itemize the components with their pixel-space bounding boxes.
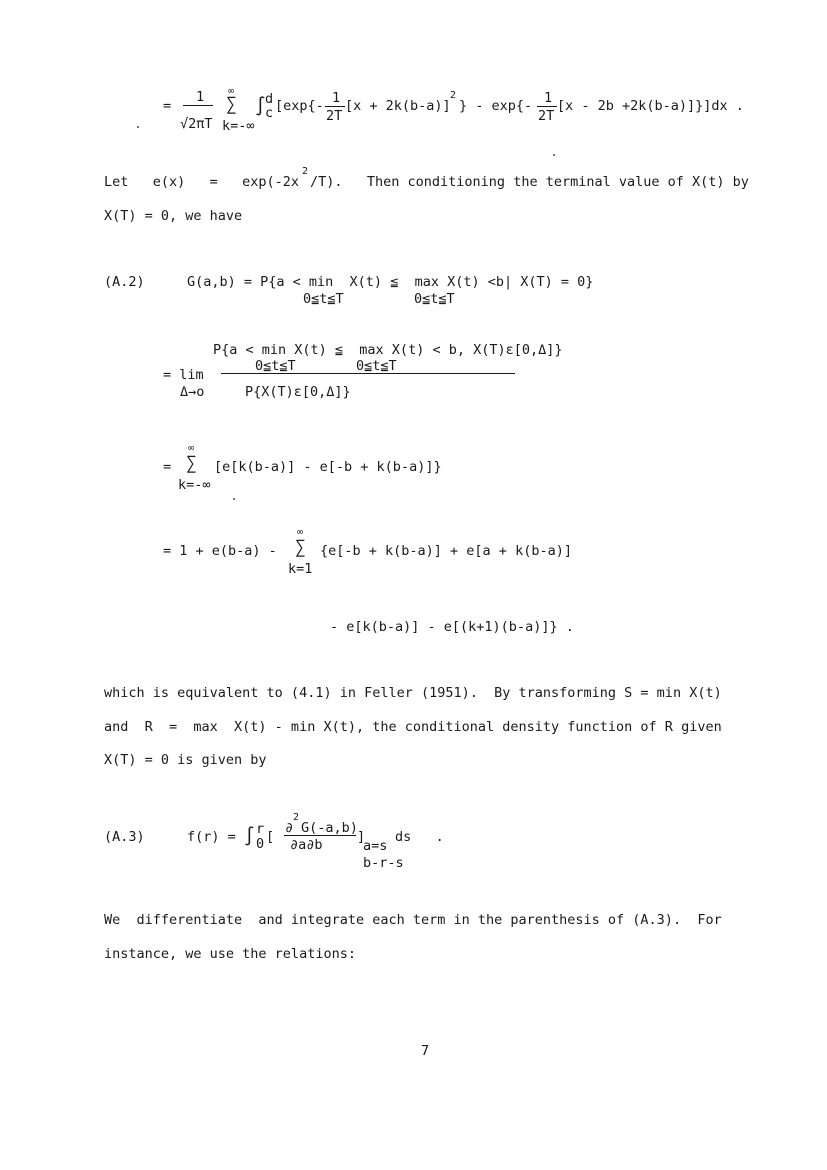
sum-body: [e[k(b-a)] - e[-b + k(b-a)]}: [214, 459, 442, 475]
numerator-function: G(-a,b): [301, 820, 358, 836]
let-text-b: /T). Then conditioning the terminal value of X(t) by: [310, 174, 749, 190]
max-subscript: 0≦t≦T: [414, 291, 455, 307]
evaluation-sub-2: b-r-s: [363, 855, 404, 871]
fraction-bar: [183, 105, 213, 106]
limit-subscript: Δ→o: [180, 384, 205, 400]
fraction-1-numerator: 1: [332, 90, 341, 106]
paragraph-line: which is equivalent to (4.1) in Feller (1951). By transforming S = min X(t): [104, 685, 722, 701]
sum-lead: = 1 + e(b-a) -: [163, 543, 277, 559]
equals-sign: =: [163, 459, 172, 475]
sum-symbol: ∑: [186, 453, 197, 474]
sum-lower-limit: k=-∞: [178, 477, 211, 493]
sum-upper-limit: ∞: [228, 86, 235, 97]
min-subscript: 0≦t≦T: [303, 291, 344, 307]
paragraph-line: X(T) = 0 is given by: [104, 752, 267, 768]
scan-speck: [137, 126, 139, 128]
equals-sign: =: [163, 98, 172, 114]
sum-body: {e[-b + k(b-a)] + e[a + k(b-a)]: [320, 543, 572, 559]
numerator-min-subscript: 0≦t≦T: [255, 358, 296, 374]
exponent-2: 2: [450, 90, 457, 101]
integral-lower-limit: 0: [256, 836, 265, 852]
limit-denominator: P{X(T)ε[0,Δ]}: [245, 384, 351, 400]
equation-part-4: [x - 2b +2k(b-a)]}]dx .: [557, 98, 744, 114]
sum-lower-limit: k=1: [288, 561, 313, 577]
fraction-2-numerator: 1: [544, 90, 553, 106]
differential: ds .: [395, 829, 444, 845]
let-exponent: 2: [302, 166, 309, 177]
scan-speck: [553, 154, 555, 156]
fraction-2-denominator: 2T: [538, 108, 555, 124]
integral-symbol: ∫: [255, 96, 266, 117]
fraction-numerator: 1: [196, 89, 205, 105]
sum-upper-limit: ∞: [188, 443, 195, 454]
equation-label: (A.3): [104, 829, 145, 845]
integral-lower-limit: c: [265, 105, 274, 121]
let-text-a: Let e(x) = exp(-2x: [104, 174, 300, 190]
page-number: 7: [421, 1043, 430, 1059]
sum-lower-limit: k=-∞: [222, 118, 255, 134]
equation-continuation: - e[k(b-a)] - e[(k+1)(b-a)]} .: [330, 619, 574, 635]
integral-symbol: ∫: [244, 826, 255, 847]
fraction-denominator: √2πT: [180, 116, 213, 132]
equation-lead: f(r) =: [187, 829, 236, 845]
equation-part-3: } - exp{-: [459, 98, 533, 114]
fraction-1-denominator: 2T: [326, 108, 343, 124]
integral-upper-limit: d: [265, 91, 274, 107]
equation-part-2: [x + 2k(b-a)]: [345, 98, 451, 114]
open-bracket: [: [266, 829, 275, 845]
limit-fraction-bar: [221, 373, 515, 374]
limit-numerator: P{a < min X(t) ≦ max X(t) < b, X(T)ε[0,Δ]}: [213, 342, 563, 358]
partial-symbol: ∂: [285, 820, 294, 836]
equation-part-1: [exp{-: [275, 98, 324, 114]
sum-symbol: ∑: [226, 94, 237, 115]
fraction-2-bar: [537, 106, 557, 107]
numerator-max-subscript: 0≦t≦T: [356, 358, 397, 374]
partial-exponent: 2: [293, 812, 300, 823]
close-bracket: ]: [357, 829, 366, 845]
sum-upper-limit: ∞: [297, 527, 304, 538]
limit-operator: = lim: [163, 367, 204, 383]
evaluation-sub-1: a=s: [363, 838, 388, 854]
fraction-1-bar: [325, 106, 345, 107]
paragraph-line: We differentiate and integrate each term in the parenthesis of (A.3). For: [104, 912, 722, 928]
paragraph-line: and R = max X(t) - min X(t), the conditional density function of R given: [104, 719, 722, 735]
scan-speck: [233, 498, 235, 500]
equation-text: G(a,b) = P{a < min X(t) ≦ max X(t) <b| X(T) = 0}: [187, 274, 594, 290]
sum-symbol: ∑: [295, 537, 306, 558]
paragraph-line: instance, we use the relations:: [104, 946, 356, 962]
a3-denominator: ∂a∂b: [290, 837, 323, 853]
integral-upper-limit: r: [256, 821, 265, 837]
text-line: X(T) = 0, we have: [104, 208, 243, 224]
a3-fraction-bar: [284, 835, 356, 836]
equation-label: (A.2): [104, 274, 145, 290]
